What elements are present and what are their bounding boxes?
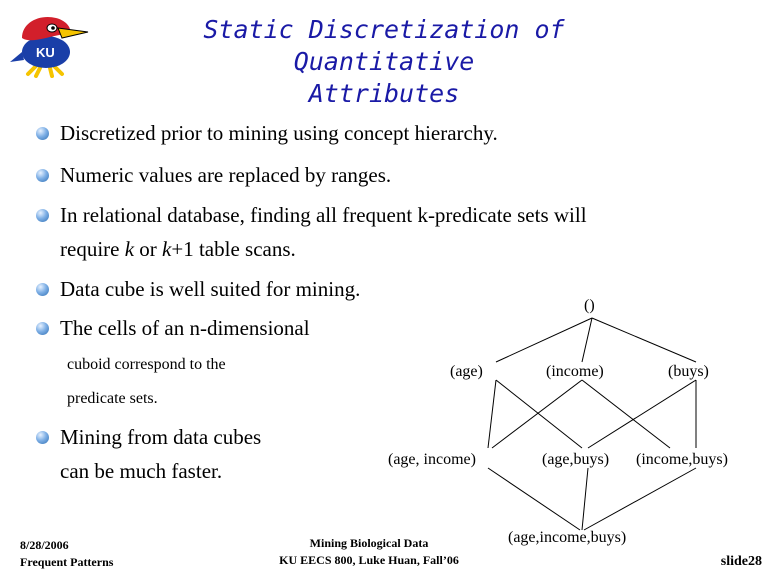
bullet-4-text: Data cube is well suited for mining. <box>60 277 361 301</box>
bullet-3-k: k <box>124 237 135 261</box>
footer-date-block <box>20 537 113 571</box>
bullet-3-text-b: or <box>134 237 163 261</box>
ku-jayhawk-logo <box>6 8 92 78</box>
lattice-node-apex: () <box>584 297 595 314</box>
bullet-5 <box>60 311 310 345</box>
bullet-3 <box>60 198 587 266</box>
bullet-3-line-1: In relational database, finding all frequent k-predicate sets will <box>60 203 587 227</box>
footer-center-line-2: KU EECS 800, Luke Huan, Fall’06 <box>279 553 459 567</box>
bullet-3-line-2 <box>60 232 587 266</box>
footer-date: 8/28/2006 <box>20 538 69 552</box>
lattice-edges <box>370 290 768 550</box>
lattice-node-buys: (buys) <box>668 363 709 380</box>
footer-left-title: Frequent Patterns <box>20 555 114 569</box>
bullet-icon <box>36 322 49 335</box>
bullet-3-text-a: require <box>60 237 125 261</box>
bullet-icon <box>36 209 49 222</box>
logo-ku-text: KU <box>36 45 55 60</box>
bullet-6-line-2: can be much faster. <box>60 459 223 483</box>
bullet-2-text: Numeric values are replaced by ranges. <box>60 163 392 187</box>
footer-center-line-1: Mining Biological Data <box>309 536 429 550</box>
bullet-icon <box>36 431 49 444</box>
bullet-1-text: Discretized prior to mining using concept hierarchy. <box>60 121 498 145</box>
lattice-node-age-income-buys: (age,income,buys) <box>508 529 627 546</box>
lattice-node-age-buys: (age,buys) <box>542 451 610 468</box>
bullet-4 <box>60 272 360 306</box>
cuboid-lattice-diagram <box>370 290 768 550</box>
title-line-1: Static Discretization of Quantitative <box>203 15 565 76</box>
slide-title <box>120 14 648 110</box>
bullet-icon <box>36 283 49 296</box>
bullet-6 <box>60 420 261 488</box>
lattice-node-age-income: (age, income) <box>388 451 476 468</box>
lattice-node-income: (income) <box>546 363 604 380</box>
title-line-2: Attributes <box>308 79 460 108</box>
bullet-3-text-c: +1 table scans. <box>171 237 296 261</box>
bullet-5-text: The cells of an n-dimensional <box>60 316 310 340</box>
bullet-icon <box>36 127 49 140</box>
bullet-6-line-1: Mining from data cubes <box>60 425 262 449</box>
bullet-icon <box>36 169 49 182</box>
bullet-1 <box>60 116 498 150</box>
lattice-node-income-buys: (income,buys) <box>636 451 728 468</box>
sub-text-line-1: cuboid correspond to the <box>67 356 226 373</box>
lattice-node-age: (age) <box>450 363 483 380</box>
footer-center-block <box>264 535 474 569</box>
bullet-3-k2: k <box>162 237 172 261</box>
slide-number: slide28 <box>720 554 762 569</box>
bullet-2 <box>60 158 391 192</box>
sub-text-line-2: predicate sets. <box>67 390 158 407</box>
